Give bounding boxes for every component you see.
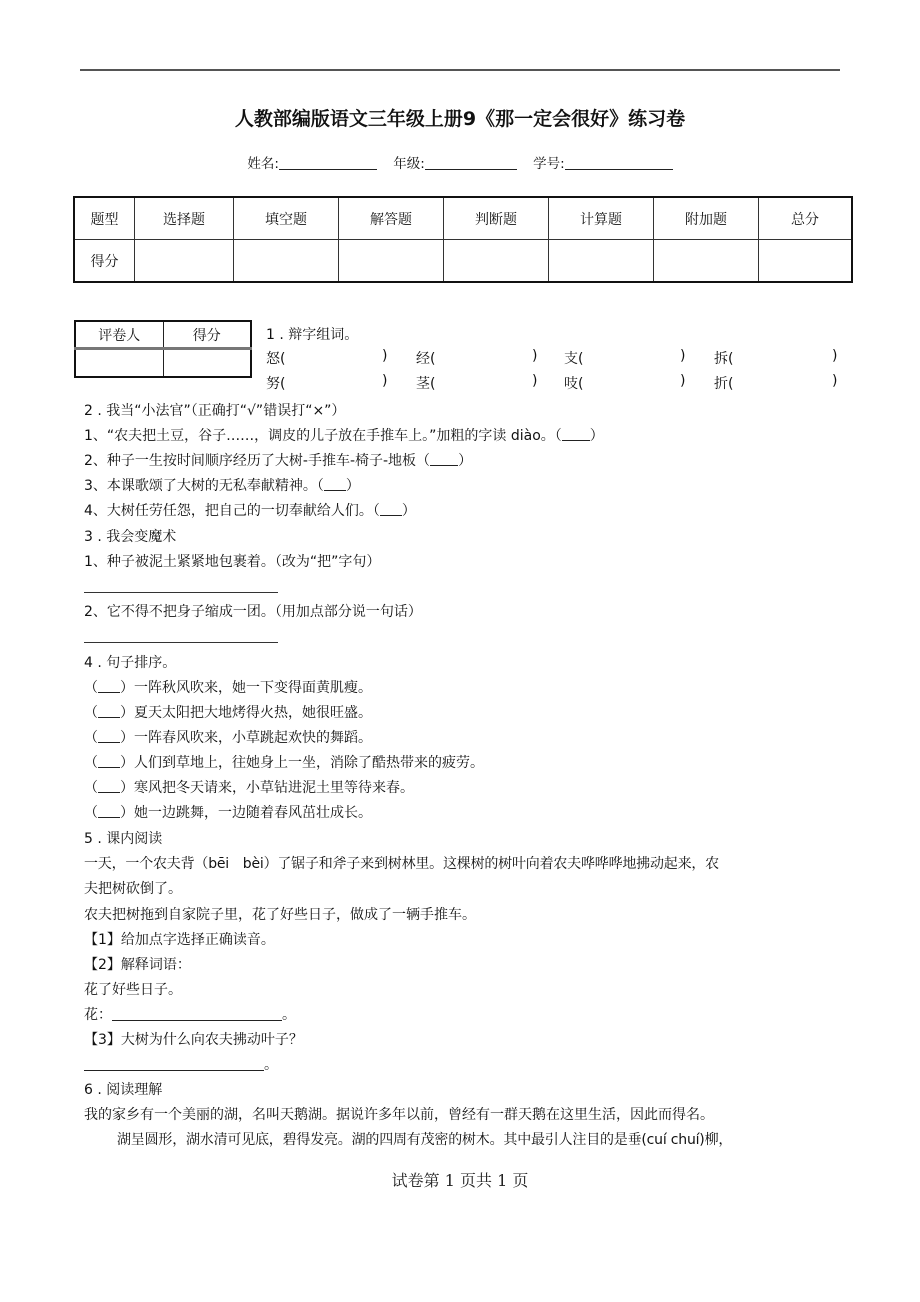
q4-item-text: 一阵秋风吹来，她一下变得面黄肌瘦。 (134, 680, 372, 696)
score-table-header-row (74, 197, 852, 240)
id-label: 学号: (533, 156, 565, 172)
grader-box (74, 320, 252, 378)
q2-item (84, 425, 604, 445)
answer-blank[interactable] (324, 477, 346, 491)
q5-sub2: 【2】解释词语： (84, 957, 191, 973)
q5-sub3: 【3】大树为什么向农夫拂动叶子？ (84, 1032, 303, 1048)
q6-passage-line: 湖呈圆形，湖水清可见底，碧得发亮。湖的四周有茂密的树木。其中最引人注目的是垂(cuí chuí)柳， (117, 1132, 733, 1148)
score-cell[interactable] (759, 240, 853, 283)
q5-sub2-phrase: 花了好些日子。 (84, 982, 182, 998)
answer-blank[interactable] (562, 427, 590, 441)
q1-char: 努( (266, 376, 286, 392)
score-row-label: 得分 (74, 240, 135, 283)
open-paren: （ (84, 705, 98, 721)
score-header-cell: 附加题 (654, 197, 759, 240)
score-cell[interactable] (444, 240, 549, 283)
q5-passage-line: 夫把树砍倒了。 (84, 881, 182, 897)
close-paren: ） (120, 705, 134, 721)
q1-char: 吱( (564, 376, 584, 392)
q4-item (84, 702, 372, 722)
q5-sub2-answer (84, 1004, 296, 1024)
q5-passage-line: 一天，一个农夫背（bēi bèi）了锯子和斧子来到树林里。这棵树的树叶向着农夫哗哗哗地拂动起来，农 (84, 856, 719, 872)
q2-item-text: 2、种子一生按时间顺序经历了大树-手推车-椅子-地板（ (84, 453, 431, 469)
q4-item-text: 寒风把冬天请来，小草钻进泥土里等待来春。 (134, 780, 414, 796)
q4-item-text: 人们到草地上，往她身上一坐，消除了酷热带来的疲劳。 (134, 755, 484, 771)
open-paren: （ (84, 755, 98, 771)
q3-title: 3 . 我会变魔术 (84, 529, 177, 545)
q4-item-text: 夏天太阳把大地烤得火热，她很旺盛。 (134, 705, 372, 721)
q2-item (84, 500, 416, 520)
order-blank[interactable] (98, 804, 120, 818)
close-paren: ） (589, 428, 604, 444)
q2-item-text: 4、大树任劳任怨，把自己的一切奉献给人们。（ (84, 503, 380, 519)
q1-row (266, 348, 846, 373)
grader-header-row (75, 321, 251, 349)
name-label: 姓名: (247, 156, 279, 172)
student-info-line (0, 152, 920, 172)
open-paren: （ (84, 680, 98, 696)
q5-passage-line: 农夫把树拖到自家院子里，花了好些日子，做成了一辆手推车。 (84, 907, 476, 923)
q1-item (714, 348, 838, 368)
grade-field (393, 156, 517, 172)
q1-close-paren: ) (680, 348, 686, 364)
q1-char: 拆( (714, 351, 734, 367)
open-paren: （ (84, 780, 98, 796)
q4-item (84, 727, 372, 747)
q1-item (564, 348, 686, 368)
period: 。 (264, 1057, 278, 1073)
q1-close-paren: ) (532, 373, 538, 389)
grader-header-cell: 得分 (163, 321, 251, 349)
score-header-cell: 计算题 (549, 197, 654, 240)
q1-char: 怒( (266, 351, 286, 367)
q2-item (84, 475, 360, 495)
grade-label: 年级: (393, 156, 425, 172)
q1-item (416, 348, 538, 368)
q1-close-paren: ) (680, 373, 686, 389)
q5-sub1: 【1】给加点字选择正确读音。 (84, 932, 275, 948)
grader-input-row (75, 349, 251, 378)
q6-title: 6 . 阅读理解 (84, 1082, 163, 1098)
q3-answer-line[interactable] (84, 642, 278, 643)
score-header-cell: 题型 (74, 197, 135, 240)
score-header-cell: 总分 (759, 197, 853, 240)
q1-close-paren: ) (382, 348, 388, 364)
q1-row (266, 373, 846, 398)
name-field (247, 156, 377, 172)
q5-title: 5 . 课内阅读 (84, 831, 163, 847)
q4-item-text: 一阵春风吹来，小草跳起欢快的舞蹈。 (134, 730, 372, 746)
score-table (73, 196, 853, 283)
score-header-cell: 填空题 (234, 197, 339, 240)
q2-item-text: 3、本课歌颂了大树的无私奉献精神。（ (84, 478, 324, 494)
header-rule (80, 69, 840, 71)
grade-input[interactable] (425, 155, 517, 170)
q3-answer-line[interactable] (84, 592, 278, 593)
q2-item-text: 1、“农夫把土豆，谷子……，调皮的儿子放在手推车上。”加粗的字读 diào。（ (84, 428, 562, 444)
q1-grid (266, 348, 846, 398)
close-paren: ） (120, 755, 134, 771)
q4-title: 4 . 句子排序。 (84, 655, 177, 671)
close-paren: ） (120, 780, 134, 796)
close-paren: ） (401, 503, 416, 519)
q1-close-paren: ) (832, 373, 838, 389)
q1-char: 折( (714, 376, 734, 392)
q1-char: 经( (416, 351, 436, 367)
q4-item (84, 752, 484, 772)
close-paren: ） (120, 680, 134, 696)
q2-title: 2 . 我当“小法官”（正确打“√”错误打“×”） (84, 403, 346, 419)
q1-close-paren: ) (832, 348, 838, 364)
id-input[interactable] (565, 155, 673, 170)
close-paren: ） (120, 805, 134, 821)
score-cell[interactable] (654, 240, 759, 283)
score-cell[interactable] (549, 240, 654, 283)
id-field (533, 156, 673, 172)
score-cell[interactable] (135, 240, 234, 283)
q1-close-paren: ) (382, 373, 388, 389)
q3-item: 1、种子被泥土紧紧地包裹着。（改为“把”字句） (84, 554, 381, 570)
score-cell[interactable] (234, 240, 339, 283)
q4-item (84, 777, 414, 797)
close-paren: ） (120, 730, 134, 746)
q5-sub3-answer (84, 1054, 278, 1074)
score-header-cell: 选择题 (135, 197, 234, 240)
grader-header-cell: 评卷人 (75, 321, 163, 349)
close-paren: ） (458, 453, 473, 469)
answer-blank[interactable] (380, 502, 402, 516)
q4-item (84, 802, 372, 822)
order-blank[interactable] (98, 754, 120, 768)
q1-char: 支( (564, 351, 584, 367)
order-blank[interactable] (98, 704, 120, 718)
answer-blank[interactable] (112, 1006, 282, 1021)
score-header-cell: 判断题 (444, 197, 549, 240)
q4-item (84, 677, 372, 697)
q1-close-paren: ) (532, 348, 538, 364)
q1-item (266, 373, 388, 393)
answer-blank[interactable] (430, 452, 458, 466)
score-cell[interactable] (339, 240, 444, 283)
answer-blank[interactable] (84, 1056, 264, 1071)
score-header-cell: 解答题 (339, 197, 444, 240)
q1-item (266, 348, 388, 368)
q6-passage-line: 我的家乡有一个美丽的湖，名叫天鹅湖。据说许多年以前，曾经有一群天鹅在这里生活，因此而得名。 (84, 1107, 714, 1123)
q2-item (84, 450, 472, 470)
order-blank[interactable] (98, 729, 120, 743)
q1-item (714, 373, 838, 393)
order-blank[interactable] (98, 679, 120, 693)
order-blank[interactable] (98, 779, 120, 793)
page-footer: 试卷第 1 页共 1 页 (391, 1171, 529, 1190)
score-table-score-row (74, 240, 852, 283)
q1-item (416, 373, 538, 393)
page-title: 人教部编版语文三年级上册9《那一定会很好》练习卷 (234, 108, 686, 130)
q1-char: 茎( (416, 376, 436, 392)
q4-item-text: 她一边跳舞，一边随着春风茁壮成长。 (134, 805, 372, 821)
grader-name-cell[interactable] (75, 349, 163, 378)
open-paren: （ (84, 805, 98, 821)
answer-label: 花： (84, 1007, 112, 1023)
q1-title: 1 . 辩字组词。 (266, 327, 359, 343)
name-input[interactable] (279, 155, 377, 170)
q3-item: 2、它不得不把身子缩成一团。（用加点部分说一句话） (84, 604, 422, 620)
grader-score-cell[interactable] (163, 349, 251, 378)
q1-item (564, 373, 686, 393)
period: 。 (282, 1007, 296, 1023)
close-paren: ） (345, 478, 360, 494)
open-paren: （ (84, 730, 98, 746)
